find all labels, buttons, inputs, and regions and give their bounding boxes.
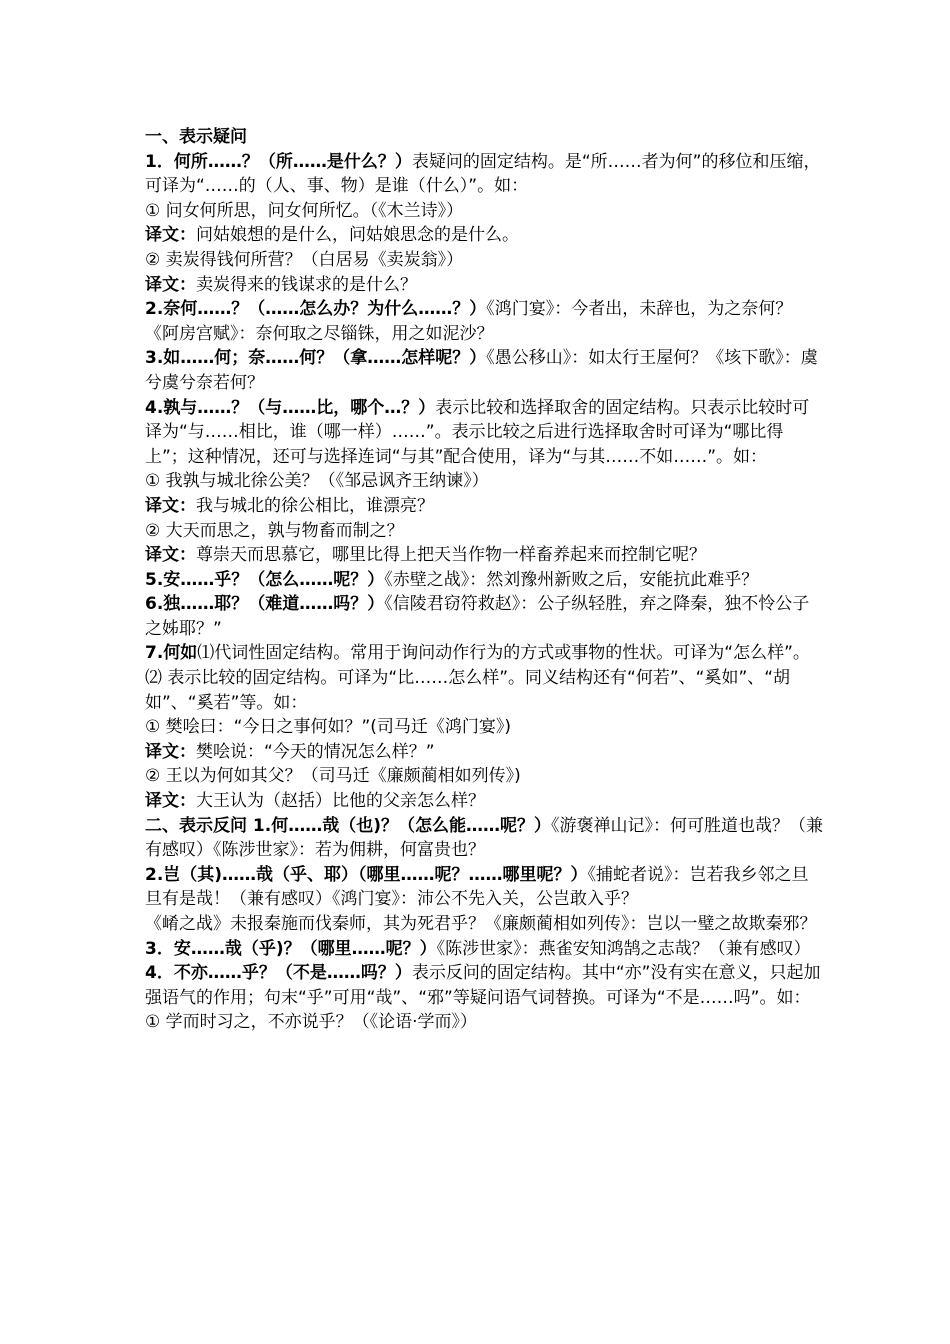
body-text: 问姑娘想的是什么，问姑娘思念的是什么。 bbox=[196, 225, 519, 246]
text-line bbox=[145, 666, 825, 715]
bold-heading: 译文： bbox=[145, 791, 196, 812]
bold-heading: 一、表示疑问 bbox=[145, 127, 247, 147]
bold-heading: 译文： bbox=[145, 741, 196, 762]
body-text: 我与城北的徐公相比，谁漂亮？ bbox=[196, 495, 434, 516]
bold-heading: 1．何所……？（所……是什么？） bbox=[145, 151, 412, 172]
bold-heading: 4.孰与……？（与……比，哪个…？） bbox=[145, 397, 436, 418]
text-line bbox=[145, 125, 825, 150]
body-text: 尊崇天而思慕它，哪里比得上把天当作物一样畜养起来而控制它呢？ bbox=[196, 545, 706, 566]
text-line bbox=[145, 469, 825, 494]
bold-heading: 译文： bbox=[145, 545, 196, 566]
bold-heading: 3.如……何；奈……何？（拿……怎样呢？） bbox=[145, 348, 487, 369]
body-text: 《捕蛇者说》：岂若我乡邻之旦旦有是哉！（兼有感叹）《鸿门宴》：沛公不先入关，公岂敢入乎？ bbox=[145, 864, 809, 910]
body-text: ② 卖炭得钱何所营？（白居易《卖炭翁》） bbox=[145, 249, 464, 270]
bold-heading: 5.安……乎？（怎么……呢？） bbox=[145, 569, 385, 590]
body-text: 表示反问的固定结构。其中“亦”没有实在意义，只起加强语气的作用；句末“乎”可用“哉”、“邪”等疑问语气词替换。可译为“不是……吗”。如： bbox=[145, 963, 821, 1008]
text-line bbox=[145, 568, 825, 593]
text-line bbox=[145, 863, 825, 912]
text-line bbox=[145, 297, 825, 346]
text-line bbox=[145, 592, 825, 641]
bold-heading: 6.独……耶？（难道……吗？） bbox=[145, 594, 385, 615]
body-text: ② 大天而思之，孰与物畜而制之？ bbox=[145, 520, 404, 541]
body-text: 大王认为（赵括）比他的父亲怎么样？ bbox=[196, 791, 485, 812]
text-line bbox=[145, 273, 825, 298]
text-line bbox=[145, 223, 825, 248]
body-text: 卖炭得来的钱谋求的是什么？ bbox=[196, 274, 417, 295]
text-line bbox=[145, 740, 825, 765]
body-text: 《游褒禅山记》：何可胜道也哉？（兼有感叹）《陈涉世家》：若为佣耕，何富贵也？ bbox=[145, 815, 823, 861]
body-text: ⑵ 表示比较的固定结构。可译为“比……怎么样”。同义结构还有“何若”、“奚如”、“胡如”、“奚若”等。如： bbox=[145, 668, 791, 713]
body-text: 《崤之战》未报秦施而伐秦师，其为死君乎？《廉颇蔺相如列传》：岂以一璧之故欺秦邪？ bbox=[145, 914, 817, 934]
bold-heading: 译文： bbox=[145, 225, 196, 246]
text-line bbox=[145, 814, 825, 863]
body-text: 表示比较和选择取舍的固定结构。只表示比较时可译为“与……相比，谁（哪一样）……”。表示比较之后进行选择取舍时可译为“哪比得上”；这种情况，还可与选择连词“与其”配合使用，译为“与其……不如……”。如： bbox=[145, 397, 810, 467]
text-line bbox=[145, 543, 825, 568]
text-line bbox=[145, 199, 825, 224]
text-line bbox=[145, 641, 825, 666]
body-text: 樊哙说：“今天的情况怎么样？” bbox=[196, 741, 435, 762]
text-line bbox=[145, 519, 825, 544]
document-body bbox=[145, 125, 825, 1035]
bold-heading: 译文： bbox=[145, 274, 196, 295]
bold-heading: 3．安……哉（乎)？（哪里……呢？） bbox=[145, 938, 437, 959]
text-line bbox=[145, 937, 825, 962]
text-line bbox=[145, 715, 825, 740]
body-text: ⑴代词性固定结构。常用于询问动作行为的方式或事物的性状。可译为“怎么样”。 bbox=[197, 643, 810, 664]
text-line bbox=[145, 789, 825, 814]
text-line bbox=[145, 150, 825, 199]
body-text: ① 我孰与城北徐公美？（《邹忌讽齐王纳谏》） bbox=[145, 471, 489, 492]
bold-heading: 2.奈何……？（……怎么办？为什么……？） bbox=[145, 299, 487, 320]
bold-heading: 译文： bbox=[145, 495, 196, 516]
body-text: ① 问女何所思，问女何所忆。（《木兰诗》） bbox=[145, 200, 464, 221]
text-line bbox=[145, 396, 825, 470]
body-text: 《陈涉世家》：燕雀安知鸿鹄之志哉？（兼有感叹） bbox=[436, 938, 811, 959]
text-line bbox=[145, 1010, 825, 1035]
body-text: ② 王以为何如其父？（司马迁《廉颇蔺相如列传》) bbox=[145, 766, 521, 787]
body-text: ① 学而时习之，不亦说乎？（《论语·学而》） bbox=[145, 1012, 478, 1033]
bold-heading: 4．不亦……乎？（不是……吗？） bbox=[145, 963, 412, 984]
body-text: 表疑问的固定结构。是“所……者为何”的移位和压缩，可译为“……的（人、事、物）是谁（什么）”。如： bbox=[145, 151, 821, 197]
body-text: 《鸿门宴》：今者出，未辞也，为之奈何？《阿房宫赋》：奈何取之尽锱铢，用之如泥沙？ bbox=[145, 299, 793, 344]
text-line bbox=[145, 961, 825, 1010]
bold-heading: 二、表示反问 1.何……哉（也)？（怎么能……呢？） bbox=[145, 815, 551, 836]
text-line bbox=[145, 248, 825, 273]
body-text: 《赤壁之战》：然刘豫州新败之后，安能抗此难乎？ bbox=[384, 569, 759, 590]
text-line bbox=[145, 764, 825, 789]
bold-heading: 2.岂（其)……哉（乎、耶）（哪里……呢？……哪里呢？） bbox=[145, 864, 588, 885]
body-text: ① 樊哙曰：“今日之事何如？”(司马迁《鸿门宴》) bbox=[145, 717, 512, 738]
text-line bbox=[145, 912, 825, 937]
text-line bbox=[145, 494, 825, 519]
body-text: 《信陵君窃符救赵》：公子纵轻胜，弃之降秦，独不怜公子之姊耶？” bbox=[145, 594, 810, 639]
bold-heading: 7.何如 bbox=[145, 643, 198, 664]
body-text: 《愚公移山》：如太行王屋何？《垓下歌》：虞兮虞兮奈若何？ bbox=[145, 348, 818, 393]
text-line bbox=[145, 346, 825, 395]
